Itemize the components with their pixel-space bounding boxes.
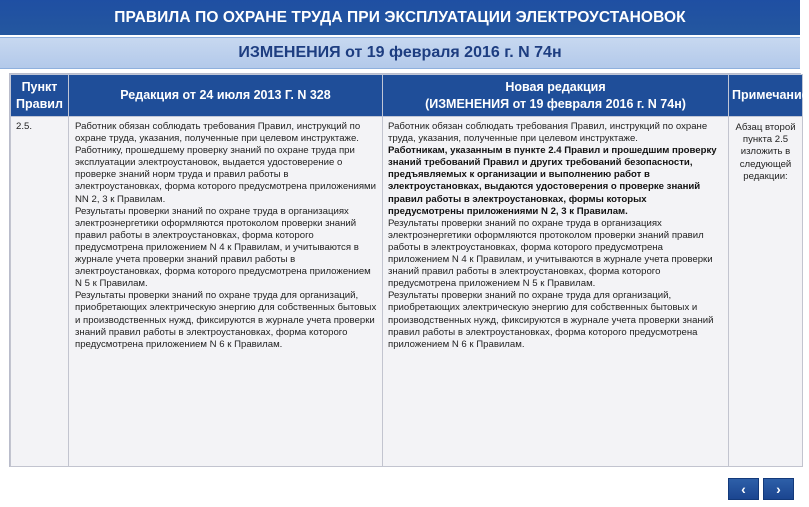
cell-point: 2.5. — [11, 117, 69, 467]
header-old-edition: Редакция от 24 июля 2013 Г. N 328 — [69, 75, 383, 117]
header-new-edition — [383, 75, 729, 117]
header-point: Пункт Правил — [11, 75, 69, 117]
cell-note: Абзац второй пункта 2.5 изложить в следующей редакции: — [729, 117, 803, 467]
slide-subtitle-text: ИЗМЕНЕНИЯ от 19 февраля 2016 г. N 74н — [238, 44, 562, 61]
cell-old-edition — [69, 117, 383, 467]
next-slide-button[interactable] — [763, 478, 794, 500]
slide-title — [0, 0, 800, 35]
chevron-left-icon: ‹ — [741, 481, 746, 497]
new-paragraph-3: Результаты проверки знаний по охране труда в организациях электроэнергетики оформляются протоколом проверки знаний правил работы в электроустановках, форма которого предусмотрена приложением N 4 к Правилам, и учитываются в журнале учета проверки знаний правил работы в электроустановках, форма которого предусмотрена приложением N 5 к Правилам. — [388, 217, 713, 290]
new-paragraph-4: Результаты проверки знаний по охране труда для организаций, приобретающих электрическую энергию для собственных бытовых и производственных нужд, фиксируются в журнале учета проверки знаний правил работы в электроустановках, форма которого предусмотрена приложением N 6 к Правилам. — [388, 290, 714, 350]
comparison-table-container — [9, 73, 809, 467]
old-paragraph-4: Результаты проверки знаний по охране труда для организаций, приобретающих электрическую энергию для собственных бытовых и производственных нужд, фиксируются в журнале учета проверки знаний правил работы в электроустановках, форма которого предусмотрена приложением N 6 к Правилам. — [75, 290, 377, 350]
chevron-right-icon: › — [776, 481, 781, 497]
slide-title-text: ПРАВИЛА ПО ОХРАНЕ ТРУДА ПРИ ЭКСПЛУАТАЦИИ ЭЛЕКТРОУСТАНОВОК — [114, 8, 686, 26]
table-row — [11, 117, 803, 467]
header-new-edition-line1: Новая редакция — [505, 79, 606, 94]
old-paragraph-3: Результаты проверки знаний по охране труда в организациях электроэнергетики оформляются протоколом проверки знаний правил работы в электроустановках, форма которого предусмотрена приложением N 4 к Правилам, и учитываются в журнале учета проверки знаний правил работы в электроустановках, форма которого предусмотрена приложением N 5 к Правилам. — [75, 205, 371, 290]
header-note: Примечание — [729, 75, 803, 117]
old-paragraph-1: Работник обязан соблюдать требования Правил, инструкций по охране труда, указания, полученные при целевом инструктаже. — [75, 121, 361, 145]
cell-new-edition — [383, 117, 729, 467]
new-paragraph-1: Работник обязан соблюдать требования Правил, инструкций по охране труда, указания, полученные при целевом инструктаже. — [388, 121, 708, 145]
prev-slide-button[interactable] — [728, 478, 759, 500]
old-paragraph-2: Работнику, прошедшему проверку знаний по охране труда при эксплуатации электроустановок, выдается удостоверение о проверке знаний норм труда и правил работы в электроустановках, форма которого предусмотрена приложениями NN 2, 3 к Правилам. — [75, 145, 376, 205]
header-new-edition-line2: (ИЗМЕНЕНИЯ от 19 февраля 2016 г. N 74н) — [425, 96, 686, 111]
new-paragraph-2-highlighted: Работникам, указанным в пункте 2.4 Правил и прошедшим проверку знаний требований Правил и других требований безопасности, предъявляемых к организации и выполнению работ в электроустановках, выдаются удостоверения о проверке знаний правил работы в электроустановках, формы которых предусмотрены приложениями N 2, 3 к Правилам. — [388, 145, 717, 217]
slide-subtitle — [0, 37, 800, 69]
comparison-table — [10, 74, 809, 467]
table-header-row — [11, 75, 803, 117]
